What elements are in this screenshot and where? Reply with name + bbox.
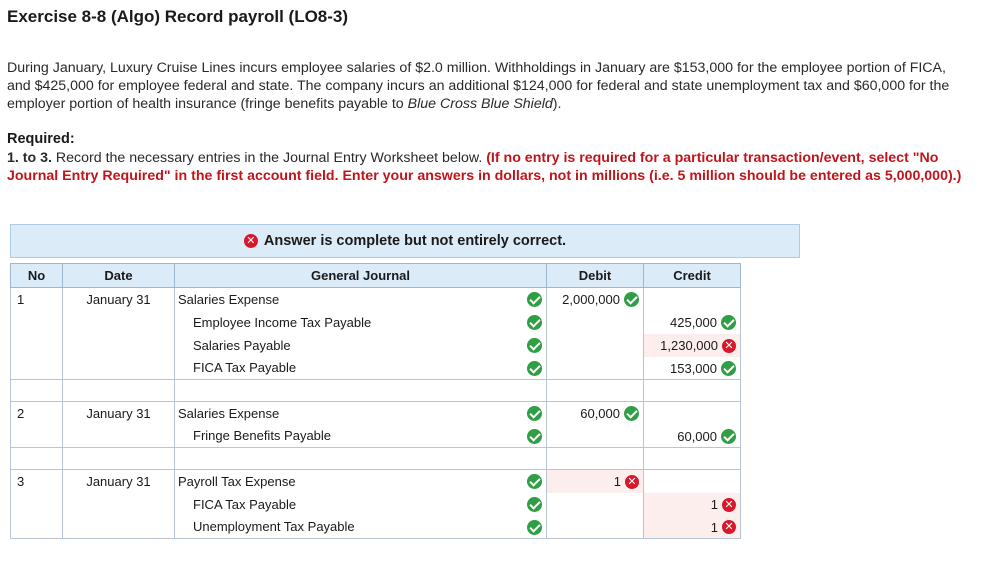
account-name: FICA Tax Payable xyxy=(193,360,297,376)
credit-amount: 1 xyxy=(710,497,718,513)
entry-date[interactable] xyxy=(63,425,175,448)
debit-field[interactable] xyxy=(547,311,644,334)
check-icon xyxy=(721,429,736,444)
spacer-cell xyxy=(11,448,63,470)
spacer-cell xyxy=(644,380,741,402)
account-field[interactable] xyxy=(175,357,547,380)
account-field[interactable] xyxy=(175,470,547,493)
problem-text: During January, Luxury Cruise Lines incurs employee salaries of $2.0 million. Withholdings in January are $153,000 for the employee portion of FICA, and $425,000 for employee federal and state. The company incurs an additional $124,000 for federal and state unemployment tax and $60,000 for the employer portion of health insurance (fringe benefits payable to xyxy=(7,60,950,112)
account-name: Fringe Benefits Payable xyxy=(193,428,332,444)
required-instructions xyxy=(7,149,967,185)
journal-row xyxy=(11,288,741,311)
answer-status-text: Answer is complete but not entirely correct. xyxy=(263,233,567,249)
entry-number: 3 xyxy=(11,470,63,493)
exercise-title: Exercise 8-8 (Algo) Record payroll (LO8-3) xyxy=(7,7,349,26)
entry-number xyxy=(11,311,63,334)
check-icon xyxy=(527,520,542,535)
credit-amount: 153,000 xyxy=(670,360,717,376)
check-icon xyxy=(527,406,542,421)
account-field[interactable] xyxy=(175,288,547,311)
journal-row xyxy=(11,470,741,493)
account-name: Salaries Payable xyxy=(193,337,291,353)
spacer-cell xyxy=(63,380,175,402)
check-icon xyxy=(721,315,736,330)
check-icon xyxy=(527,292,542,307)
entry-number xyxy=(11,357,63,380)
entry-date[interactable] xyxy=(63,334,175,357)
debit-field[interactable] xyxy=(547,493,644,516)
journal-row xyxy=(11,493,741,516)
credit-field[interactable] xyxy=(644,516,741,539)
entry-date[interactable] xyxy=(63,516,175,539)
problem-description xyxy=(7,59,967,113)
credit-field[interactable] xyxy=(644,357,741,380)
entry-spacer-row xyxy=(11,380,741,402)
account-field[interactable] xyxy=(175,402,547,425)
check-icon xyxy=(527,497,542,512)
debit-field[interactable] xyxy=(547,402,644,425)
entry-number xyxy=(11,493,63,516)
spacer-cell xyxy=(547,380,644,402)
account-name: FICA Tax Payable xyxy=(193,496,297,512)
check-icon xyxy=(527,361,542,376)
journal-row xyxy=(11,402,741,425)
debit-field[interactable] xyxy=(547,288,644,311)
spacer-cell xyxy=(175,448,547,470)
debit-amount: 2,000,000 xyxy=(562,292,620,308)
entry-number xyxy=(11,516,63,539)
spacer-cell xyxy=(644,448,741,470)
account-name: Unemployment Tax Payable xyxy=(193,519,355,535)
x-circle-icon: ✕ xyxy=(722,339,736,353)
entry-spacer-row xyxy=(11,448,741,470)
debit-field[interactable] xyxy=(547,470,644,493)
x-circle-icon: ✕ xyxy=(722,498,736,512)
entry-number: 2 xyxy=(11,402,63,425)
journal-row xyxy=(11,357,741,380)
entry-date[interactable]: January 31 xyxy=(63,288,175,311)
debit-amount: 60,000 xyxy=(580,406,620,422)
journal-entry-table xyxy=(10,263,741,539)
credit-amount: 60,000 xyxy=(677,428,717,444)
problem-text-italic: Blue Cross Blue Shield xyxy=(407,96,553,112)
required-instruction-red: (If no entry is required for a particular transaction/event, select "No Journal Entry Required" in the first account field. Enter your answers in dollars, not in millions (i.e. 5 million should be entered as 5,000,000).) xyxy=(7,150,962,184)
debit-field[interactable] xyxy=(547,516,644,539)
account-field[interactable] xyxy=(175,493,547,516)
spacer-cell xyxy=(63,448,175,470)
required-heading: Required: xyxy=(7,131,75,147)
check-icon xyxy=(527,429,542,444)
credit-amount: 1 xyxy=(710,519,718,535)
check-icon xyxy=(624,406,639,421)
x-circle-icon: ✕ xyxy=(244,234,258,248)
entry-date[interactable] xyxy=(63,311,175,334)
account-field[interactable] xyxy=(175,334,547,357)
account-field[interactable] xyxy=(175,516,547,539)
account-name: Employee Income Tax Payable xyxy=(193,314,372,330)
entry-date[interactable] xyxy=(63,357,175,380)
entry-number: 1 xyxy=(11,288,63,311)
check-icon xyxy=(527,315,542,330)
journal-row xyxy=(11,334,741,357)
check-icon xyxy=(721,361,736,376)
column-header-general-journal: General Journal xyxy=(175,264,547,288)
credit-field[interactable] xyxy=(644,334,741,357)
account-name: Salaries Expense xyxy=(178,291,280,307)
spacer-cell xyxy=(175,380,547,402)
spacer-cell xyxy=(11,380,63,402)
table-header-row xyxy=(11,264,741,288)
x-circle-icon: ✕ xyxy=(625,475,639,489)
credit-field[interactable] xyxy=(644,493,741,516)
account-field[interactable] xyxy=(175,425,547,448)
spacer-cell xyxy=(547,448,644,470)
debit-field[interactable] xyxy=(547,425,644,448)
credit-field[interactable] xyxy=(644,425,741,448)
account-field[interactable] xyxy=(175,311,547,334)
credit-amount: 425,000 xyxy=(670,315,717,331)
check-icon xyxy=(527,338,542,353)
check-icon xyxy=(624,292,639,307)
entry-number xyxy=(11,425,63,448)
debit-field[interactable] xyxy=(547,357,644,380)
account-name: Payroll Tax Expense xyxy=(178,473,296,489)
column-header-credit: Credit xyxy=(644,264,741,288)
x-circle-icon: ✕ xyxy=(722,520,736,534)
entry-number xyxy=(11,334,63,357)
column-header-date: Date xyxy=(63,264,175,288)
column-header-debit: Debit xyxy=(547,264,644,288)
entry-date[interactable]: January 31 xyxy=(63,402,175,425)
check-icon xyxy=(527,474,542,489)
debit-field[interactable] xyxy=(547,334,644,357)
problem-text-end: ). xyxy=(552,96,562,112)
journal-row xyxy=(11,311,741,334)
credit-amount: 1,230,000 xyxy=(660,338,718,354)
credit-field[interactable] xyxy=(644,470,741,493)
column-header-no: No xyxy=(11,264,63,288)
journal-row xyxy=(11,516,741,539)
answer-status-banner xyxy=(10,224,800,258)
credit-field[interactable] xyxy=(644,311,741,334)
journal-row xyxy=(11,425,741,448)
account-name: Salaries Expense xyxy=(178,405,280,421)
credit-field[interactable] xyxy=(644,402,741,425)
required-item-text: Record the necessary entries in the Journal Entry Worksheet below. xyxy=(51,150,487,166)
entry-date[interactable]: January 31 xyxy=(63,470,175,493)
debit-amount: 1 xyxy=(613,474,621,490)
entry-date[interactable] xyxy=(63,493,175,516)
credit-field[interactable] xyxy=(644,288,741,311)
required-item-prefix: 1. to 3. xyxy=(7,150,52,166)
